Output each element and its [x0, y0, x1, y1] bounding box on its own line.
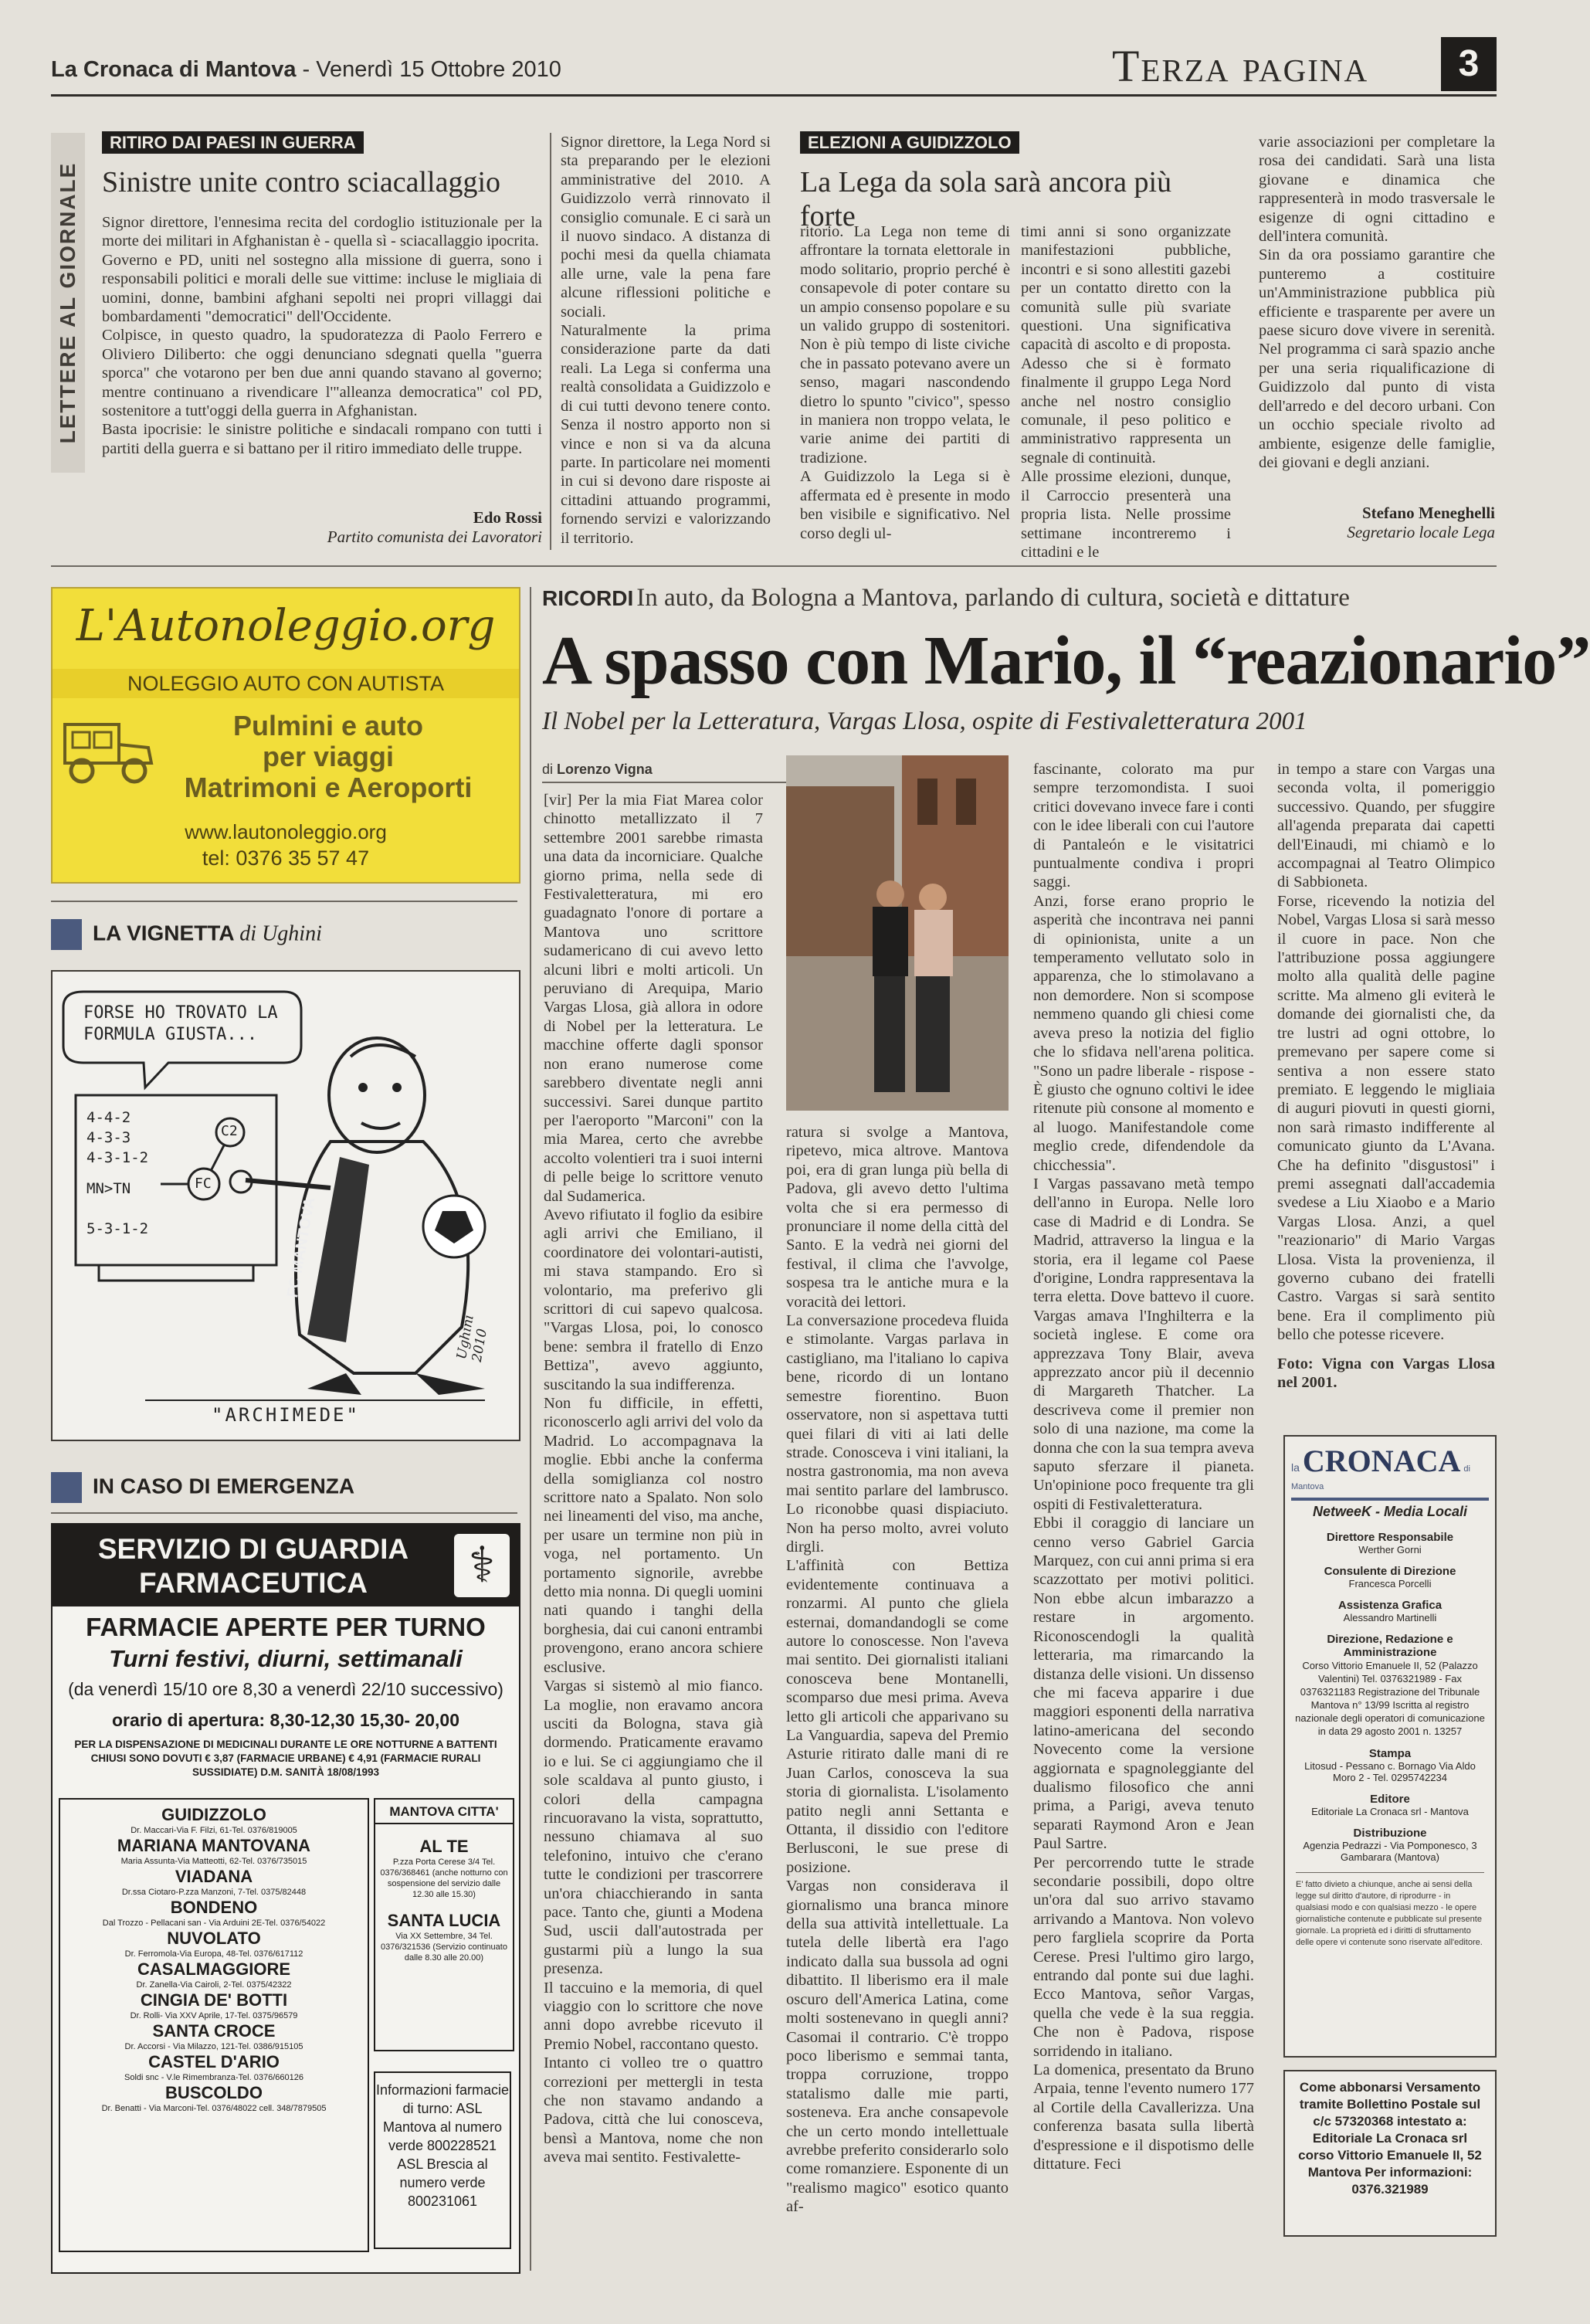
pharmacy-town: CASTEL D'ARIO — [148, 2052, 280, 2071]
ad-offer-line-2: per viaggi — [262, 741, 395, 772]
masthead-value: Corso Vittorio Emanuele II, 52 (Palazzo Valentini) Tel. 0376321989 - Fax 0376321183 Registrazione del Tribunale Mantova n° 13/99 Iscritta al registro nazionale degli operatori di comunicazione in data 29 agosto 2001 n. 13257 — [1295, 1660, 1485, 1737]
pharmacy-info: Informazioni farmacie di turno: ASL Mantova al numero verde 800228521 ASL Brescia al numero verde 800231061 — [374, 2071, 511, 2249]
pharmacy-detail: Dr. Rolli- Via XXV Aprile, 17-Tel. 0375/96579 — [130, 2011, 298, 2020]
pharmacy-detail: Dr. Zanella-Via Cairoli, 2-Tel. 0375/42322 — [136, 1980, 292, 1990]
masthead-sub: NetweeK - Media Locali — [1312, 1504, 1468, 1519]
pharmacy-header — [53, 1525, 519, 1606]
article-rubric-sub: In auto, da Bologna a Mantova, parlando di cultura, società e dittature — [636, 584, 1350, 612]
photo-vargas-llosa — [786, 755, 1009, 1111]
pharmacy-open-sub: Turni festivi, diurni, settimanali — [109, 1645, 463, 1672]
ad-logo: L'Autonoleggio.org — [76, 601, 496, 651]
masthead-logo-text: CRONACA — [1302, 1444, 1461, 1478]
masthead-disclaimer: E' fatto divieto a chiunque, anche ai sensi della legge sul diritto d'autore, di riprodurre - in qualsiasi modo e con qualsiasi mezzo - le opere giornalistiche contenute e pubblicate sul presente giornale. La proprietà ed i diritti di sfruttamento delle opere vi contenute sono riservate all'editore. — [1296, 1872, 1484, 1949]
emergenza-section-title — [51, 1472, 354, 1503]
article-author: Lorenzo Vigna — [557, 762, 653, 777]
pharmacy-entries — [60, 1800, 368, 2115]
caduceus-icon: ⚕ — [454, 1534, 510, 1597]
pharmacy-detail: Maria Assunta-Via Matteotti, 62-Tel. 0376/735015 — [120, 1857, 307, 1866]
article-col-1: [vir] Per la mia Fiat Marea color chinotto metallizzato il 7 settembre 2001 sarebbe rimasta una data da incorniciare. Qualche giorno prima, nella sede di Festivaletteratura, mi ero guadagnato l'onore di portare a Mantova uno scrittore sudamericano di cui avevo letto alcuni libri e molti articoli. Un peruviano di Arequipa, Mario Vargas Llosa, già allora in odore di Nobel per la letteratura. Le macchine offerte dagli sponsor non erano numerose come sarebbero diventate negli anni successivi. Sarei dunque partito per l'aeroporto "Marconi" con la mia Marea, certo che avrebbe accolto volentieri tra i suoi interni di pelle beige lo scrittore venuto dal Sudamerica. Avevo rifiutato il foglio da esibire agli arrivi che Emiliano, il coordinatore dei volontari-autisti, mi stava stampando. Ero sì volontario, ma preferivo gli scrittori di cui sapevo qualcosa. "Vargas Llosa, poi, lo conosco bene: sembra il fratello di Enzo Bettiza", avevo aggiunto, suscitando la sua indifferenza. Non fu difficile, in effetti, riconoscerlo agli arrivi del volo da Madrid. Lo accompagnava la moglie. Ebbi anche la conferma della somiglianza col nostro scrittore nato a Spalato. Non solo nei lineamenti del viso, ma anche, per usare un termine non più in voga, nel portamento. Un portamento signorile, avrebbe detto mia nonna. Di quegli uomini nati quando i tanghi della borghesia, dai cui canoni entrambi provengono, erano ancora schiere esclusive. Vargas si sistemò al mio fianco. La moglie, non eravamo ancora usciti da Bologna, stava già dormendo. Praticamente eravamo io e lui. Se ci aggiungiamo che il sole scaldava al punto giusto, i colori della campagna rincuoravano la vista, soprattutto, nessuno chiamava al suo telefonino, intuivo che c'erano tutte le condizioni per trascorrere un'ora chiacchierando in santa pace. Tanto che, giunti a Modena Sud, uscii dall'autostrada per gustarmi più a lungo la sua presenza. Il taccuino e la memoria, di quel viaggio con lo scrittore che nove anni dopo avrebbe ricevuto il Premio Nobel, raccontano questo. Intanto ci volleo tre o quattro correzioni per mettergli in testa che non stavamo andando a Padova, città che lui conosceva, bensì a Mantova, nome che non aveva mai sentito. Festivalette- — [544, 792, 763, 2166]
letter-2-role: Segretario locale Lega — [1347, 523, 1495, 541]
pharmacy-list — [59, 1798, 369, 2252]
section-square-icon — [51, 1472, 82, 1503]
issue-date: - Venerdì 15 Ottobre 2010 — [302, 57, 561, 82]
pharmacy-city-1-name: AL TE — [419, 1837, 469, 1856]
ad-url[interactable]: www.lautonoleggio.org — [185, 820, 387, 843]
pharmacy-town: MARIANA MANTOVANA — [117, 1836, 311, 1855]
pharmacy-city-2-name: SANTA LUCIA — [387, 1911, 501, 1930]
header-rule — [51, 94, 1497, 97]
pharmacy-period: (da venerdì 15/10 ore 8,30 a venerdì 22/10 successivo) — [68, 1679, 503, 1699]
vignetta-section-label: LA VIGNETTA — [93, 921, 234, 945]
cartoon-speech: FORSE HO TROVATO LA FORMULA GIUSTA... — [83, 1003, 278, 1044]
masthead-logo-suffix: di Mantova — [1291, 1464, 1470, 1491]
letter-2-col-3: timi anni si sono organizzate manifestazioni pubbliche, incontri e si sono allestiti gazebi per un contatto diretto con la comunità sulle più svariate questioni. Una significativa capacità di ascolto e di proposta. Adesso che si è formato finalmente il gruppo Lega Nord anche nel nostro consiglio comunale, il peso politico e amministrativo rappresenta un segnale di continuità. Alle prossime elezioni, dunque, il Carroccio presenterà una propria lista. Nelle prossime settimane incontreremo i cittadini e le — [1021, 223, 1231, 561]
pharmacy-title-line-1: SERVIZIO DI GUARDIA — [97, 1533, 409, 1565]
masthead-label: Distribuzione — [1353, 1827, 1427, 1840]
board-tag-c2: C2 — [221, 1123, 238, 1139]
section-square-icon — [51, 919, 82, 950]
article-rubric: RICORDI — [542, 586, 634, 610]
column-rule — [530, 587, 531, 2271]
article-col-3: fascinante, colorato ma pur sempre terzomondista. I suoi critici dovevano invece fare i conti con le idee liberali con cui l'autore di Pantaleón e le visitatrici puntualmente condiva i propri saggi. Anzi, forse erano proprio le asperità che incontrava nei panni di opinionista, unite a un temperamento vellutato solo in apparenza, che lo stimolavano a non demordere. Non si scompose nemmeno quando gli chiesi come aveva preso la notizia del figlio che lo sfidava nell'arena politica. "Sono un padre liberale - rispose - È giusto che ognuno coltivi le idee ritenute più consone al momento e al luogo. Manifestandole come meglio crede, difendendole da chicchessia". I Vargas passavano metà tempo dell'anno in Europa. Nelle loro case di Madrid e di Londra. Se Madrid, attraverso la lingua e la storia, era il legame col Paese d'origine, Londra rappresentava la terra eletta. Dove battevo il cuore. Vargas amava l'Inghilterra e la società inglese. E come ora apprezzava Tony Blair, aveva apprezzato ancor più il decennio di Margareth Thatcher. La descriveva come il premier non solo di una nazione, ma come la donna che con la sua tempra aveva saputo sferzare il pianeta. Un'opinione poco frequente tra gli ospiti di Festivaletteratura. Ebbi il coraggio di lanciare un cenno verso Gabriel Garcia Marquez, con cui anni prima si era scazzottato per motivi politici. Non ebbe alcun imbarazzo a restare in argomento. Riconoscendogli la qualità letteraria, ma rimarcando la distanza delle visioni. Un dissenso che mi faceva apparire i due maggiori esponenti della narrativa latino-americana del secondo Novecento come la versione aggiornata e spagnoleggiante del dualismo filosofico che anni prima, a Parigi, aveva tenuto separati Raymond Aron e Jean Paul Sartre. Per percorrendo tutte le strade secondarie possibili, dopo oltre un'ora dal suo arrivo stavamo arrivando a Mantova. Non volevo pero fargliela scoprire da Porta Cerese. Presi l'ultimo giro largo, entrando dal ponte sui due laghi. Ecco Mantova, señor Vargas, quella che vede è la sua reggia. Che non è Padova, rispose sorridendo in italiano. La domenica, presentato da Bruno Arpaia, tenne l'evento numero 177 al Cortile della Cavallerizza. Una conferenza basata sulla libertà d'espressione e il dispotismo delle dittature. Feci — [1033, 761, 1254, 2173]
masthead-label: Direzione, Redazione e Amministrazione — [1327, 1633, 1453, 1659]
masthead-label: Assistenza Grafica — [1337, 1599, 1443, 1612]
article-col-2: ratura si svolge a Mantova, ripetevo, mica altrove. Mantova poi, era di gran lunga più bella di Padova, gli avevo detto l'ultima volta che si era permesso di pronunciare il nome della città del Santo. E la vedrà nei giorni del festival, il clima che l'avvolge, sospesa tra le antiche mura e la voracità dei lettori. La conversazione procedeva fluida e stimolante. Vargas parlava in castigliano, ma l'italiano lo capiva bene, ricordo di un lontano semestre fiorentino. Buon osservatore, non si aspettava tutti quei filari di viti ai lati delle strade. Conosceva i vini italiani, la nostra gastronomia, ma non aveva mai sentito parlare del lambrusco. Lo riconobbe quasi dispiaciuto. Non ha perso molto, avrei voluto dirgli. L'affinità con Bettiza evidentemente continuava a ronzarmi. Al punto che gliela esternai, domandandogli se come autore lo conoscesse. Non l'aveva mai sentito. Dei giornalisti italiani conosceva bene Montanelli, scomparso due mesi prima. Aveva letto gli articoli che apparivano su La Vanguardia, sapeva del Premio Asturie ritirato dalle mani di re Juan Carlos, conosceva la sua storia di giornalista. L'isolamento patito negli anni Settanta e Ottanta, il dissidio con l'editore Berlusconi, le sue prese di posizione. Vargas non considerava il giornalismo una branca minore della sua attività intellettuale. La tutela delle libertà era l'ago indicato dalla sua bussola ad ogni dibattito. Il liberismo era il male oscuro dell'America Latina, come molti sostenevano in quegli anni? Casomai il contrario. C'è troppo poco liberismo e semmai tanta, troppa corruzione, troppo statalismo dalle mie parti, sosteneva. Era anche consapevole che un certo mondo intellettuale avrebbe preferito considerarlo solo come romanziere. Esponente di un "realismo magico" esotico quanto af- — [786, 1124, 1009, 2216]
board-line-1: 4-4-2 — [86, 1109, 131, 1126]
letter-1-title: Sinistre unite contro sciacallaggio — [102, 166, 501, 198]
pharmacy-detail: Dr. Benatti - Via Marconi-Tel. 0376/48022 cell. 348/7879505 — [101, 2104, 327, 2113]
pharmacy-detail: Dr. Ferromola-Via Europa, 48-Tel. 0376/617112 — [124, 1949, 303, 1959]
letter-2-col-4: varie associazioni per completare la rosa dei candidati. Sarà una lista giovane e dinamica che rappresenterà in modo trasversale le esigenze di ogni cittadino e dell'intera comunità. Sin da ora possiamo garantire che punteremo a costituire un'Amministrazione pubblica più efficiente e trasparente per avere un paese sicuro dove vivere in serenità. Nel programma ci sarà spazio anche per una seria riqualificazione di Guidizzolo dal punto di vista dell'arredo e del decoro urbani. Con un occhio speciale rivolto ad ambiente, esigenze delle famiglie, dei giovani e degli anziani. — [1259, 134, 1495, 471]
pharmacy-town: GUIDIZZOLO — [161, 1805, 266, 1824]
pharmacy-detail: Dr. Accorsi - Via Milazzo, 121-Tel. 0386/915105 — [124, 2042, 303, 2051]
masthead-entries — [1285, 1531, 1495, 1863]
letter-2-title: La Lega da sola sarà ancora più forte — [800, 166, 1172, 232]
letter-2-signature: Stefano Meneghelli — [1361, 504, 1495, 522]
masthead-label: Stampa — [1368, 1747, 1412, 1760]
vignetta-cartoon — [51, 970, 520, 1441]
main-article-rubric — [542, 584, 1497, 612]
letter-1-kicker: RITIRO DAI PAESI IN GUERRA — [102, 131, 364, 154]
letter-2-col-4-wrap — [1259, 133, 1495, 542]
subscribe-box — [1283, 2070, 1497, 2237]
letters-bottom-rule — [51, 565, 1497, 567]
article-byline — [542, 762, 653, 778]
pharmacy-title-line-2: FARMACEUTICA — [139, 1567, 368, 1599]
letter-1-role: Partito comunista dei Lavoratori — [327, 528, 542, 546]
cartoon-board — [86, 1108, 148, 1239]
cartoon-caption: "ARCHIMEDE" — [212, 1404, 360, 1426]
vignetta-section-title — [51, 919, 322, 950]
masthead-value: Editoriale La Cronaca srl - Mantova — [1311, 1806, 1469, 1817]
pharmacy-service-title — [60, 1532, 446, 1600]
article-title: A spasso con Mario, il “reazionario” — [542, 623, 1590, 699]
article-photo — [786, 755, 1009, 1111]
pharmacy-city-1-detail: P.zza Porta Cerese 3/4 Tel. 0376/368461 (anche notturno con sospensione del servizio dalle 12.30 alle 15.30) — [380, 1858, 508, 1899]
page-header — [51, 57, 561, 83]
photo-caption: Foto: Vigna con Vargas Llosa nel 2001. — [1277, 1355, 1495, 1392]
pharmacy-open-title: FARMACIE APERTE PER TURNO — [86, 1613, 486, 1641]
pharmacy-town: CASALMAGGIORE — [137, 1959, 290, 1979]
publication-name: La Cronaca di Mantova — [51, 57, 297, 82]
masthead-label: Editore — [1370, 1793, 1410, 1806]
board-line-4: MN>TN — [86, 1180, 131, 1197]
article-col-4: in tempo a stare con Vargas una seconda volta, il pomeriggio successivo. Quando, per sfuggire all'agenda preparata dai capetti dell'Einaudi, mi chiamò e lo accompagnai al Teatro Olimpico di Sabbioneta. Forse, ricevendo la notizia del Nobel, Vargas Llosa si sarà messo il cuore in pace. Non che l'attribuzione possa aggiungere molto alla qualità delle pagine scritte. Ma almeno gli eviterà le domande dei giornalisti che, da tre lustri ad ogni ottobre, lo premevano per sapere come si sentiva a non essere stato premiato. E leggendo le migliaia di auguri piovuti in questi giorni, non sarà rimasto indifferente al comunicato giunto da L'Avana. Che ha definito "disgustosi" i premi assegnati dall'accademia svedese a Liu Xiaobo e a Mario Vargas Llosa. Anzi, a quel "reazionario" di Mario Vargas Llosa. Vista la provenienza, il governo cubano dei fratelli Castro. Vargas si sarà sentito bene. Era il complimento più bello che potesse ricevere. — [1277, 761, 1495, 1344]
masthead-logo-prefix: la — [1291, 1461, 1300, 1474]
masthead-logo — [1291, 1443, 1489, 1501]
masthead-box — [1283, 1435, 1497, 2058]
letter-1 — [102, 133, 542, 547]
board-line-3: 4-3-1-2 — [86, 1149, 149, 1166]
rule — [51, 1512, 517, 1514]
cartoon-signature: Ughini 2010 — [454, 1313, 490, 1363]
pharmacy-detail: Soldi snc - V.le Rimembranza-Tel. 0376/660126 — [124, 2073, 303, 2082]
board-tag-fc: FC — [195, 1176, 212, 1192]
article-subtitle: Il Nobel per la Letteratura, Vargas Llosa, ospite di Festivaletteratura 2001 — [542, 707, 1307, 735]
ad-offer-line-3: Matrimoni e Aeroporti — [184, 772, 473, 803]
pharmacy-town: NUVOLATO — [167, 1929, 261, 1948]
pharmacy-town: CINGIA DE' BOTTI — [140, 1990, 288, 2010]
pharmacy-notice: PER LA DISPENSAZIONE DI MEDICINALI DURANTE LE ORE NOTTURNE A BATTENTI CHIUSI SONO DOVUTI € 3,87 (FARMACIE URBANE) € 4,91 (FARMACIE RURALI SUSSIDIATE) D.M. SANITÀ 18/08/1993 — [74, 1739, 497, 1778]
vignetta-author: di Ughini — [239, 921, 322, 946]
pharmacy-city — [374, 1798, 514, 2051]
byline-rule — [542, 782, 789, 783]
pharmacy-town: VIADANA — [175, 1867, 253, 1886]
pharmacy-detail: Dal Trozzo - Pellacani san - Via Arduini 2E-Tel. 0376/54022 — [102, 1919, 326, 1928]
letter-2-col-1: Signor direttore, la Lega Nord si sta preparando per le elezioni amministrative del 2010. A Guidizzolo verrà rinnovato il consiglio comunale. E ci sarà un il nuovo sindaco. A distanza di pochi mesi da quella chiamata alle urne, vale la pena fare alcune riflessioni politiche e sociali. Naturalmente la prima considerazione parte da dati reali. La Lega si conferma una realtà consolidata a Guidizzolo e di cui tutti devono tenere conto. Senza il nostro apporto non si vince e non si va da alcuna parte. In particolare nei momenti in cui si devono dare risposte ai cittadini attuando programmi, fornendo servizi e valorizzando il territorio. — [561, 134, 771, 547]
board-line-5: 5-3-1-2 — [86, 1220, 149, 1237]
letter-1-signature: Edo Rossi — [473, 508, 542, 527]
rule — [51, 901, 517, 902]
subscribe-text: Come abbonarsi Versamento tramite Bollettino Postale sul c/c 57320368 intestato a: Editoriale La Cronaca srl corso Vittorio Emanuele II, 52 Mantova Per informazioni: 0376.321989 — [1298, 2080, 1482, 2197]
pharmacy-hours: orario di apertura: 8,30-12,30 15,30- 20,00 — [111, 1710, 460, 1730]
emergenza-section-label: IN CASO DI EMERGENZA — [93, 1474, 355, 1498]
section-name: Terza pagina — [1112, 41, 1369, 91]
ad-tagline: NOLEGGIO AUTO CON AUTISTA — [53, 669, 519, 698]
autonoleggio-ad[interactable] — [51, 587, 520, 884]
letter-1-body: Signor direttore, l'ennesima recita del cordoglio istituzionale per la morte dei militari in Afghanistan è - quella sì - sciacallaggio ipocrita. Governo e PD, uniti nel sostegno alla missione di guerra, sono i responsabili politici e morali delle sue vittime: incluse le migliaia di uomini, donne, bambini afghani sepolti nei propri villaggi dai bombardamenti "democratici" dell'Occidente. Colpisce, in questo quadro, la spudoratezza di Paolo Ferrero e Oliviero Diliberto: che oggi denunciano sdegnati quella "guerra sporca" che votarono per ben due anni quando stavano al governo; mentre continuano a rivendicare l'"alleanza democratica" col PD, sostenitore a tutt'oggi della guerra in Afghanistan. Basta ipocrisie: le sinistre politiche e sindacali rompano con tutti i partiti della guerra e si battano per il ritiro immediato delle truppe. — [102, 214, 542, 457]
article-col-4-wrap — [1277, 760, 1495, 1393]
letter-2-header — [800, 133, 1232, 233]
masthead-label: Direttore Responsabile — [1326, 1531, 1454, 1544]
pharmacy-city-2-detail: Via XX Settembre, 34 Tel. 0376/321536 (Servizio continuato dalle 8.30 alle 20.00) — [381, 1932, 507, 1963]
page-number: 3 — [1441, 37, 1497, 91]
masthead-value: Agenzia Pedrazzi - Via Pomponesco, 3 Gambarara (Mantova) — [1303, 1840, 1477, 1863]
ad-phone: tel: 0376 35 57 47 — [202, 846, 370, 870]
letters-side-label-text: LETTERE AL GIORNALE — [56, 161, 80, 444]
masthead-value: Alessandro Martinelli — [1343, 1612, 1437, 1623]
masthead-label: Consulente di Direzione — [1324, 1565, 1456, 1578]
pharmacy-detail: Dr. Maccari-Via F. Filzi, 61-Tel. 0376/819005 — [131, 1826, 297, 1835]
letters-side-label — [51, 133, 85, 473]
board-line-2: 4-3-3 — [86, 1129, 131, 1146]
pharmacy-town: BONDENO — [170, 1898, 258, 1917]
pharmacy-town: BUSCOLDO — [165, 2083, 263, 2102]
ad-offer-line-1: Pulmini e auto — [232, 710, 424, 741]
masthead-value: Francesca Porcelli — [1348, 1578, 1432, 1589]
pharmacy-box — [51, 1523, 520, 2274]
pharmacy-town: SANTA CROCE — [152, 2021, 276, 2041]
masthead-value: Litosud - Pessano c. Bornago Via Aldo Moro 2 - Tel. 0295742234 — [1304, 1760, 1476, 1783]
cartoon-jersey: FC MANTOVA — [284, 1196, 319, 1299]
masthead-value: Werther Gorni — [1358, 1544, 1422, 1556]
pharmacy-city-title: MANTOVA CITTA' — [375, 1804, 513, 1824]
letter-2-col-2: ritorio. La Lega non teme di affrontare la tornata elettorale in modo solitario, proprio perché è consapevole di poter contare su un ampio consenso popolare e su un valido gruppo di sostenitori. Non è più tempo di liste civiche che in passato potevano avere un senso, magari nascondendo dietro lo spunto "civico", spesso in maniera non troppo velata, le varie anime dei partiti di tradizione. A Guidizzolo la Lega si è affermata ed è presente in modo ben visibile e significativo. Nel corso degli ul- — [800, 223, 1010, 542]
byline-prefix: di — [542, 762, 554, 777]
ad-offer — [137, 711, 519, 803]
column-rule — [550, 133, 551, 550]
letter-2-kicker: ELEZIONI A GUIDIZZOLO — [800, 131, 1019, 154]
pharmacy-detail: Dr.ssa Ciotaro-P.zza Manzoni, 7-Tel. 0375/82448 — [121, 1888, 307, 1897]
